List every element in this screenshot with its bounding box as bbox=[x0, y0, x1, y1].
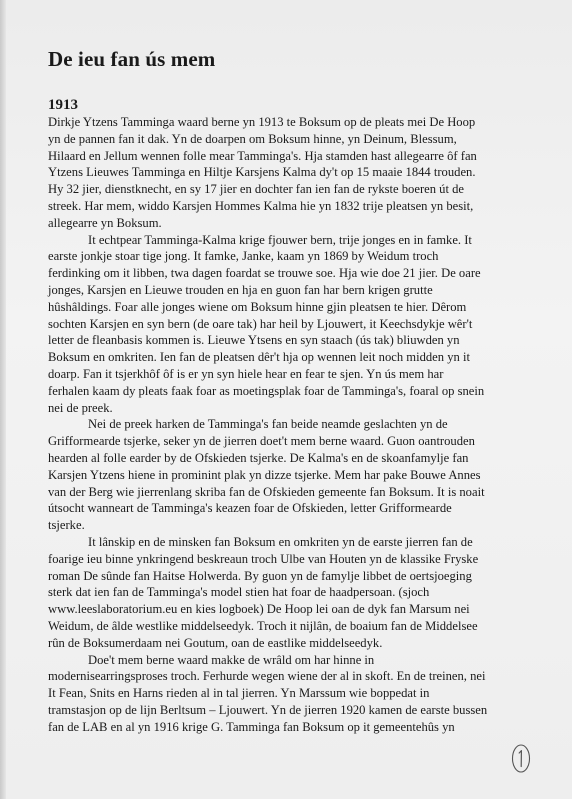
text-line: Dirkje Ytzens Tamminga waard berne yn 1913 te Boksum op de pleats mei De Hoop bbox=[48, 115, 476, 129]
text-line: roman De sûnde fan Haitse Holwerda. By guon yn de famylje libbet de oertsjoeging bbox=[48, 568, 472, 583]
text-line: ferhalen kaam dy pleats faak foar as moetingsplak foar de Tamminga's, foaral op snein bbox=[48, 383, 485, 398]
page-edge-shadow bbox=[0, 0, 6, 799]
text-line: Hilaard en Jellum wennen folle mear Tamminga's. Hja stamden hast allegearre ôf fan bbox=[48, 148, 477, 163]
text-line: Boksum en omkriten. Ien fan de pleatsen dêr't hja op wennen leit noch midden yn it bbox=[48, 350, 470, 365]
text-line: It echtpear Tamminga-Kalma krige fjouwer bern, trije jonges en in famke. It bbox=[88, 232, 472, 247]
text-line: Hy 32 jier, dienstknecht, en sy 17 jier en dochter fan ien fan de rykste boeren út de bbox=[48, 182, 464, 197]
text-line: earste jonkje stoar tige jong. It famke, Janke, kaam yn 1869 by Weidum troch bbox=[48, 249, 439, 264]
section-heading-year: 1913 bbox=[48, 97, 78, 113]
text-line: Weidum, de âlde westlike middelseedyk. Troch it nijlân, de boaium fan de Middelsee bbox=[48, 618, 478, 633]
paragraph bbox=[48, 652, 534, 736]
text-line: Nei de preek harken de Tamminga's fan beide neamde geslachten yn de bbox=[88, 417, 448, 432]
text-line: It lânskip en de minsken fan Boksum en omkriten yn de earste jierren fan de bbox=[88, 534, 473, 549]
text-line: van der Berg wie jierrenlang skriba fan de Ofskieden gemeente fan Boksum. It is noait bbox=[48, 484, 485, 499]
text-line: nei de preek. bbox=[48, 400, 113, 415]
text-line: fan de LAB en al yn 1916 krige G. Tamminga fan Boksum op it gemeentehûs yn bbox=[48, 719, 455, 734]
text-line: foarige ieu binne ynkringend beskreaun troch Ulbe van Houten yn de klassike Fryske bbox=[48, 551, 479, 566]
handwritten-page-number bbox=[511, 743, 531, 774]
text-line: It Fean, Snits en Harns rieden al in tal jierren. Yn Marssum wie boppedat in bbox=[48, 686, 430, 701]
text-line: ferdinking om it libben, twa dagen foardat se trouwe soe. Hja wie doe 21 jier. De oare bbox=[48, 266, 481, 281]
text-line: hearden al folle earder by de Ofskieden tsjerke. De Kalma's en de skoanfamylje fan bbox=[48, 450, 469, 465]
text-line: streek. Har mem, widdo Karsjen Hommes Kalma hie yn 1832 trije pleatsen yn besit, bbox=[48, 198, 474, 213]
text-line: allegearre yn Boksum. bbox=[48, 215, 162, 230]
text-line: doarp. Fan it tsjerkhôf ôf is er yn syn hiele hear en fear te sjen. Yn ús mem har bbox=[48, 366, 444, 381]
text-line: tramstasjon op de lijn Berltsum – Ljouwert. Yn de jierren 1920 kamen de earste bussen bbox=[48, 702, 488, 717]
paragraph bbox=[48, 534, 534, 652]
body-text bbox=[48, 114, 534, 735]
text-line: Doe't mem berne waard makke de wrâld om har hinne in bbox=[88, 652, 375, 667]
text-line: sterk dat ien fan de Tamminga's model stien hat foar de haadpersoan. (sjoch bbox=[48, 585, 430, 600]
text-line: Ytzens Lieuwes Tamminga en Hiltje Karsjens Kalma dy't op 15 maaie 1844 trouden. bbox=[48, 165, 476, 180]
paragraph bbox=[48, 416, 534, 534]
text-line: yn de pannen fan it dak. Yn de doarpen om Boksum hinne, yn Deinum, Blessum, bbox=[48, 131, 457, 146]
text-line: Grifformearde tsjerke, seker yn de jierren doet't mem berne waard. Guon oantrouden bbox=[48, 434, 475, 449]
text-line: Karsjen Ytzens hiene in prominint plak yn dizze tsjerke. Mem har pake Bouwe Annes bbox=[48, 467, 481, 482]
text-line: hûshâldings. Foar alle jonges wiene om Boksum hinne gjin pleatsen te hier. Dêrom bbox=[48, 299, 467, 314]
paragraph bbox=[48, 232, 534, 417]
text-line: modernisearringsproses troch. Ferhurde wegen wiene der al in skoft. En de treinen, nei bbox=[48, 669, 486, 684]
text-line: jonges, Karsjen en Lieuwe trouden en hja en guon fan har bern krigen grutte bbox=[48, 282, 433, 297]
text-line: útsocht wanneart de Tamminga's keazen foar de Ofskieden, letter Grifformearde bbox=[48, 501, 452, 516]
text-line: rûn de Boksumerdaam nei Goutum, oan de eastlike middelseedyk. bbox=[48, 635, 383, 650]
text-line: www.leeslaboratorium.eu en kies logboek) De Hoop lei oan de dyk fan Marsum nei bbox=[48, 602, 470, 617]
text-line: sochten Karsjen en syn bern (de oare tak) har heil by Ljouwert, it Keechsdykje wêr't bbox=[48, 316, 473, 331]
paragraph bbox=[48, 114, 534, 232]
page-title: De ieu fan ús mem bbox=[48, 47, 216, 71]
text-line: tsjerke. bbox=[48, 518, 85, 533]
text-line: letter de fleanbasis kommen is. Lieuwe Ytsens en syn staach (ús tak) bliuwden yn bbox=[48, 333, 460, 348]
